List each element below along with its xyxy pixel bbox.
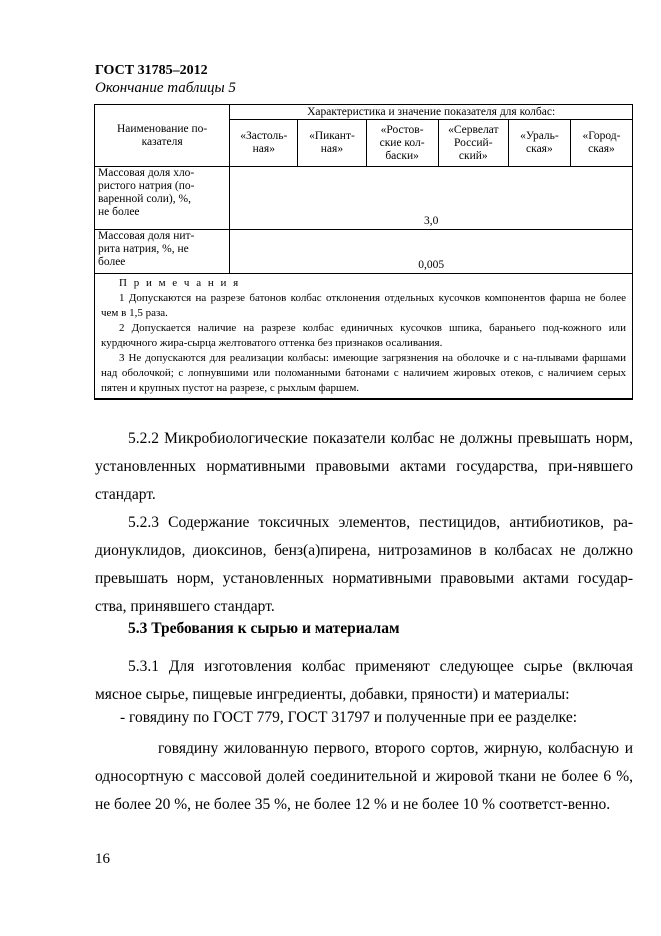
note-3: 3 Не допускаются для реализации колбасы: имеющие загрязнения на оболочке и с на-плывами фаршами над оболочкой; с лопнувшими или поломанными батонами с наличием жировых отеков, с наличием серых пятен и крупных пустот на разрезе, с рыхлым фаршем. xyxy=(101,352,626,394)
col-header-rostovskie: «Ростов- ские кол- баски» xyxy=(366,120,438,167)
section-title-5-3: 5.3 Требования к сырью и материалам xyxy=(128,620,400,637)
page-number: 16 xyxy=(95,851,110,867)
standard-code: ГОСТ 31785–2012 xyxy=(95,63,208,78)
row-value-nitrite: 0,005 xyxy=(230,230,633,274)
col-header-pikantnaya: «Пикант- ная» xyxy=(298,120,366,167)
note-1: 1 Допускаются на разрезе батонов колбас отклонения отдельных кусочков компонентов фарша не более чем в 1,5 раза. xyxy=(101,292,626,319)
paragraph-5-2-3: 5.2.3 Содержание токсичных элементов, пестицидов, антибиотиков, ра-дионуклидов, диоксинов, бенз(а)пирена, нитрозаминов в колбасах не должно превышать норм, установленных нормативными правовыми актами государ-ства, принявшего стандарт. xyxy=(95,514,633,615)
note-2: 2 Допускается наличие на разрезе колбас единичных кусочков шпика, бараньего под-кожного или курдючного жира-сырца желтоватого оттенка без признаков осаливания. xyxy=(101,322,626,349)
list-item-beef: - говядину по ГОСТ 779, ГОСТ 31797 и полученные при ее разделке: xyxy=(120,709,578,726)
col-header-gorodskaya: «Город- ская» xyxy=(570,120,632,167)
row-value-salt: 3,0 xyxy=(230,167,633,230)
paragraph-5-2-2: 5.2.2 Микробиологические показатели колбас не должны превышать норм, установленных нормативными правовыми актами государства, при-нявшего стандарт. xyxy=(95,430,633,503)
paragraph-5-3-1: 5.3.1 Для изготовления колбас применяют следующее сырье (включая мясное сырье, пищевые ингредиенты, добавки, пряности) и материалы: xyxy=(95,658,633,703)
table-notes xyxy=(95,274,633,400)
paragraph-beef-types: говядину жилованную первого, второго сортов, жирную, колбасную и односортную с массовой долей соединительной и жировой ткани не более 6 %, не более 20 %, не более 35 %, не более 12 % и не более 10 % соответст-венно. xyxy=(95,740,633,813)
row-name-nitrite: Массовая доля нит- рита натрия, %, не более xyxy=(95,230,230,274)
col-header-uralskaya: «Ураль- ская» xyxy=(508,120,570,167)
indicators-table xyxy=(94,104,633,400)
col-header-zastolnaya: «Застоль- ная» xyxy=(230,120,298,167)
notes-title: П р и м е ч а н и я xyxy=(119,277,241,289)
col-header-servelat: «Сервелат Россий- ский» xyxy=(438,120,508,167)
table-continuation-caption: Окончание таблицы 5 xyxy=(95,80,236,96)
group-header: Характеристика и значение показателя для колбас: xyxy=(230,105,633,120)
col-header-indicator: Наименование по- казателя xyxy=(95,105,230,167)
row-name-salt: Массовая доля хло- ристого натрия (по- варенной соли), %, не более xyxy=(95,167,230,230)
